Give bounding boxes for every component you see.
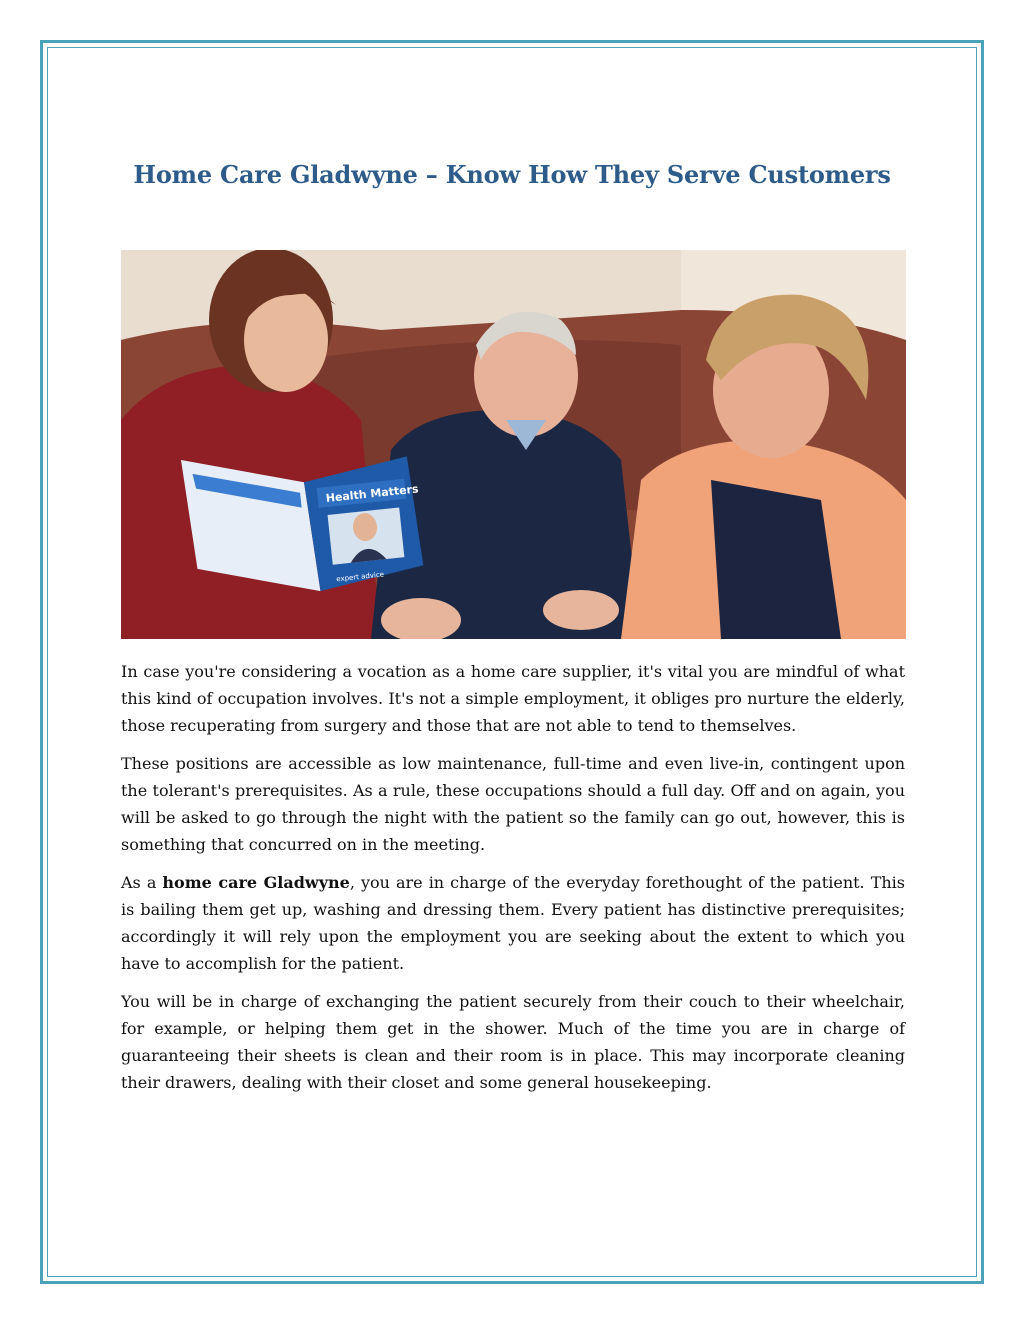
keyword-home-care-gladwyne: home care Gladwyne — [162, 873, 350, 892]
paragraph-3 — [121, 869, 905, 977]
paragraph-3-prefix: As a — [121, 873, 163, 892]
paragraph-3-suffix: , you are in charge of the everyday forethought of the patient. This is bailing them get up, washing and dressing them. Every patient has distinctive prerequisites; accordingly it will rely upon the employment you are seeking about the extent to which you have to accomplish for the patient. — [121, 873, 906, 973]
booklet-title: Health Matters — [325, 482, 420, 506]
document-title: Home Care Gladwyne – Know How They Serve Customers — [133, 160, 891, 189]
paragraph-1: In case you're considering a vocation as a home care supplier, it's vital you are mindful of what this kind of occupation involves. It's not a simple employment, it obliges pro nurture the elderly, those recuperating from surgery and those that are not able to tend to themselves. — [121, 662, 905, 735]
booklet-subtitle: expert advice — [335, 570, 385, 584]
care-photo — [121, 250, 906, 639]
article-body — [121, 658, 905, 1107]
paragraph-4: You will be in charge of exchanging the patient securely from their couch to their wheelchair, for example, or helping them get in the shower. Much of the time you are in charge of guaranteeing their sheets is clean and their room is in place. This may incorporate cleaning their drawers, dealing with their closet and some general housekeeping. — [121, 992, 905, 1092]
paragraph-2: These positions are accessible as low maintenance, full-time and even live-in, contingent upon the tolerant's prerequisites. As a rule, these occupations should a full day. Off and on again, you will be asked to go through the night with the patient so the family can go out, however, this is something that concurred on in the meeting. — [121, 754, 905, 854]
